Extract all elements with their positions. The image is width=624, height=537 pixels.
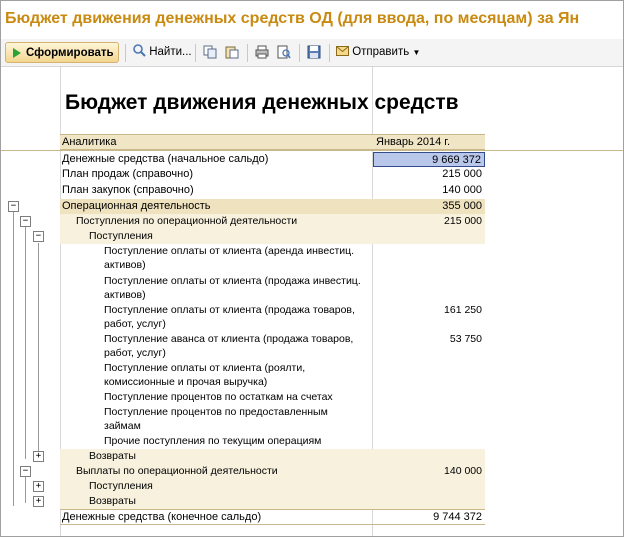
toolbar-separator: [195, 44, 196, 62]
collapse-toggle-icon[interactable]: −: [20, 216, 31, 227]
row-label: Возвраты: [60, 449, 373, 464]
save-icon[interactable]: [307, 45, 321, 59]
table-row[interactable]: [1, 479, 623, 494]
row-label: Прочие поступления по текущим операциям: [104, 435, 322, 447]
toolbar: [1, 39, 623, 67]
row-label: Поступление оплаты от клиента (продажа инвестиц. активов): [104, 275, 361, 301]
play-icon: [13, 48, 21, 58]
row-value[interactable]: [373, 274, 485, 303]
row-value[interactable]: [373, 244, 485, 274]
table-row[interactable]: [1, 229, 623, 244]
row-label: Денежные средства (конечное сальдо): [60, 509, 373, 525]
row-label: Поступления по операционной деятельности: [60, 214, 373, 229]
table-row[interactable]: [1, 509, 623, 525]
collapse-toggle-icon[interactable]: −: [8, 201, 19, 212]
report-title: Бюджет движения денежных средств: [65, 91, 459, 114]
row-value[interactable]: 355 000: [373, 199, 485, 214]
row-value[interactable]: 215 000: [373, 214, 485, 229]
preview-icon[interactable]: [277, 45, 291, 59]
grouping-divider: [1, 150, 623, 151]
find-button[interactable]: [133, 42, 192, 63]
row-value[interactable]: 161 250: [444, 304, 482, 316]
row-value[interactable]: 140 000: [373, 464, 485, 479]
paste-icon[interactable]: [225, 45, 239, 59]
table-row[interactable]: [1, 152, 623, 167]
table-row[interactable]: [1, 244, 623, 274]
row-value[interactable]: 215 000: [442, 168, 482, 180]
row-label: Выплаты по операционной деятельности: [60, 464, 373, 479]
row-label: Денежные средства (начальное сальдо): [62, 153, 269, 165]
dropdown-arrow-icon[interactable]: ▼: [412, 48, 421, 57]
table-row[interactable]: [1, 303, 623, 332]
row-value[interactable]: [373, 390, 485, 405]
row-label: План закупок (справочно): [62, 184, 194, 196]
send-button[interactable]: [336, 42, 420, 63]
table-row[interactable]: [1, 449, 623, 464]
magnifier-icon: [133, 44, 146, 57]
table-row[interactable]: [1, 199, 623, 214]
row-label: Возвраты: [60, 494, 373, 509]
row-label: План продаж (справочно): [62, 168, 194, 180]
row-value[interactable]: 9 744 372: [373, 509, 485, 525]
copy-icon[interactable]: [203, 45, 217, 59]
table-row[interactable]: [1, 183, 623, 198]
row-value[interactable]: [373, 434, 485, 449]
expand-toggle-icon[interactable]: +: [33, 451, 44, 462]
row-value[interactable]: 140 000: [442, 184, 482, 196]
generate-button[interactable]: [5, 42, 119, 63]
toolbar-separator: [125, 44, 126, 62]
row-label: Поступления: [60, 229, 373, 244]
table-row[interactable]: [1, 332, 623, 361]
row-value[interactable]: [373, 361, 485, 390]
print-icon[interactable]: [255, 45, 269, 59]
send-label: Отправить: [352, 46, 410, 58]
row-label: Операционная деятельность: [60, 199, 373, 214]
table-row[interactable]: [1, 390, 623, 405]
row-value[interactable]: 53 750: [449, 333, 482, 345]
row-label: Поступление оплаты от клиента (продажа товаров, работ, услуг): [104, 304, 355, 330]
collapse-toggle-icon[interactable]: −: [33, 231, 44, 242]
table-row[interactable]: [1, 167, 623, 182]
generate-label: Сформировать: [26, 47, 114, 59]
row-label: Поступление процентов по предоставленным займам: [104, 406, 328, 432]
row-label: Поступление оплаты от клиента (роялти, комиссионные и прочая выручка): [104, 362, 306, 388]
expand-toggle-icon[interactable]: +: [33, 496, 44, 507]
row-value[interactable]: [373, 449, 485, 464]
table-row[interactable]: [1, 214, 623, 229]
expand-toggle-icon[interactable]: +: [33, 481, 44, 492]
table-header: [1, 134, 623, 150]
header-analytics: Аналитика: [60, 134, 373, 150]
table-row[interactable]: [1, 494, 623, 509]
row-value[interactable]: [373, 229, 485, 244]
row-value[interactable]: [373, 494, 485, 509]
header-month: Январь 2014 г.: [373, 134, 485, 150]
toolbar-separator: [329, 44, 330, 62]
row-value[interactable]: [373, 405, 485, 434]
table-row[interactable]: [1, 361, 623, 390]
collapse-toggle-icon[interactable]: −: [20, 466, 31, 477]
row-value[interactable]: 9 669 372: [373, 152, 485, 167]
toolbar-separator: [299, 44, 300, 62]
table-row[interactable]: [1, 405, 623, 434]
table-row[interactable]: [1, 274, 623, 303]
row-value[interactable]: [373, 479, 485, 494]
row-label: Поступление оплаты от клиента (аренда инвестиц. активов): [104, 245, 355, 271]
find-label: Найти...: [149, 46, 192, 58]
row-label: Поступления: [60, 479, 373, 494]
table-row[interactable]: [1, 464, 623, 479]
row-label: Поступление процентов по остаткам на счетах: [104, 391, 333, 403]
window-title: Бюджет движения денежных средств ОД (для ввода, по месяцам) за Ян: [1, 1, 623, 37]
envelope-icon: [336, 46, 349, 56]
report-spreadsheet[interactable]: [1, 67, 623, 536]
row-label: Поступление аванса от клиента (продажа товаров, работ, услуг): [104, 333, 354, 359]
table-row[interactable]: [1, 434, 623, 449]
toolbar-separator: [247, 44, 248, 62]
